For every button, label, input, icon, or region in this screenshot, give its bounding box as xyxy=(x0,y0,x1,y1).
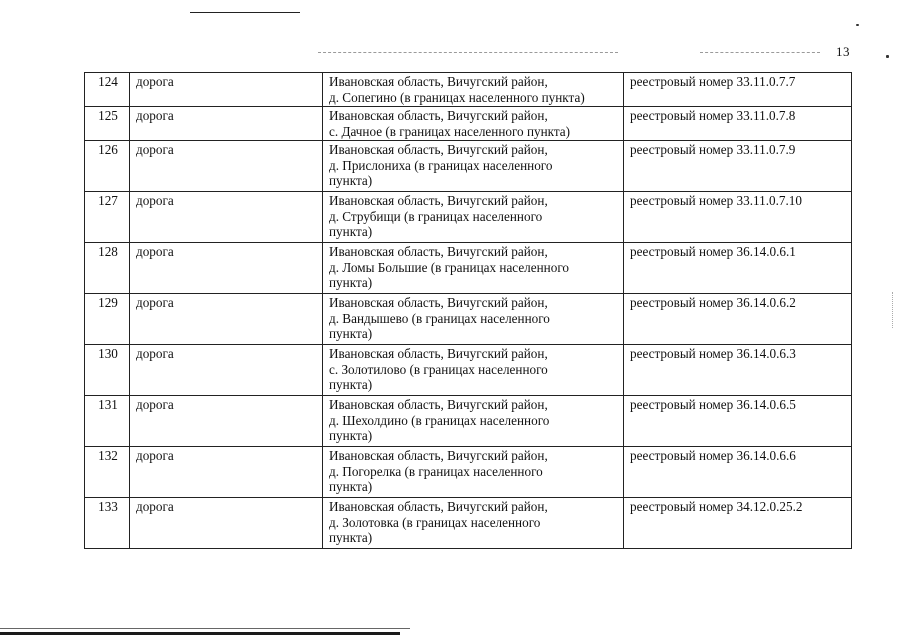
registry-number: реестровый номер 36.14.0.6.1 xyxy=(630,244,796,259)
registry-number-cell xyxy=(624,243,852,294)
address-line: д. Ломы Большие (в границах населенного xyxy=(329,259,569,275)
registry-table-body xyxy=(85,73,852,549)
row-number: 127 xyxy=(98,193,118,208)
row-number-cell xyxy=(85,345,130,396)
registry-number-cell xyxy=(624,141,852,192)
row-number-cell xyxy=(85,294,130,345)
row-number: 131 xyxy=(98,397,118,412)
registry-number: реестровый номер 33.11.0.7.7 xyxy=(630,74,796,89)
scan-dash-line xyxy=(700,52,820,54)
scan-top-line xyxy=(190,12,300,13)
object-type: дорога xyxy=(136,108,174,123)
table-row xyxy=(85,141,852,192)
address-line: д. Вандышево (в границах населенного xyxy=(329,310,550,326)
address-cell xyxy=(323,498,624,549)
table-row xyxy=(85,345,852,396)
row-number: 129 xyxy=(98,295,118,310)
object-type-cell xyxy=(130,294,323,345)
object-type-cell xyxy=(130,396,323,447)
table-row xyxy=(85,396,852,447)
address-cell xyxy=(323,345,624,396)
object-type: дорога xyxy=(136,295,174,310)
object-type-cell xyxy=(130,447,323,498)
row-number: 126 xyxy=(98,142,118,157)
object-type-cell xyxy=(130,192,323,243)
address-cell xyxy=(323,141,624,192)
registry-number-cell xyxy=(624,294,852,345)
registry-number: реестровый номер 36.14.0.6.6 xyxy=(630,448,796,463)
registry-number: реестровый номер 33.11.0.7.9 xyxy=(630,142,796,157)
address-cell xyxy=(323,447,624,498)
registry-number-cell xyxy=(624,192,852,243)
address-line: пункта) xyxy=(329,377,373,393)
object-type: дорога xyxy=(136,397,174,412)
address-cell xyxy=(323,73,624,107)
table-row xyxy=(85,107,852,141)
object-type-cell xyxy=(130,73,323,107)
row-number: 132 xyxy=(98,448,118,463)
table-row xyxy=(85,447,852,498)
registry-number: реестровый номер 36.14.0.6.5 xyxy=(630,397,796,412)
scan-dash-line xyxy=(318,52,618,54)
object-type: дорога xyxy=(136,346,174,361)
registry-number: реестровый номер 36.14.0.6.2 xyxy=(630,295,796,310)
scan-mark xyxy=(856,24,859,26)
row-number-cell xyxy=(85,447,130,498)
address-line: д. Сопегино (в границах населенного пункта) xyxy=(329,89,585,105)
address-line: с. Дачное (в границах населенного пункта) xyxy=(329,123,571,139)
object-type: дорога xyxy=(136,142,174,157)
scan-mark xyxy=(886,55,889,58)
address-line: Ивановская область, Вичугский район, xyxy=(329,295,548,310)
page-number: 13 xyxy=(836,44,850,59)
address-line: с. Золотилово (в границах населенного xyxy=(329,361,548,377)
table-row xyxy=(85,243,852,294)
object-type: дорога xyxy=(136,499,174,514)
address-line: пункта) xyxy=(329,479,373,495)
address-line: д. Погорелка (в границах населенного xyxy=(329,463,543,479)
address-line: д. Шехолдино (в границах населенного xyxy=(329,412,550,428)
scan-bottom-line xyxy=(0,632,400,635)
address-line: Ивановская область, Вичугский район, xyxy=(329,397,548,412)
registry-number: реестровый номер 33.11.0.7.10 xyxy=(630,193,802,208)
address-line: Ивановская область, Вичугский район, xyxy=(329,448,548,463)
address-line: Ивановская область, Вичугский район, xyxy=(329,193,548,208)
registry-number-cell xyxy=(624,396,852,447)
address-line: пункта) xyxy=(329,224,373,240)
row-number: 130 xyxy=(98,346,118,361)
address-line: Ивановская область, Вичугский район, xyxy=(329,346,548,361)
registry-number-cell xyxy=(624,498,852,549)
address-line: пункта) xyxy=(329,326,373,342)
address-cell xyxy=(323,294,624,345)
object-type-cell xyxy=(130,243,323,294)
object-type-cell xyxy=(130,141,323,192)
registry-number-cell xyxy=(624,107,852,141)
row-number-cell xyxy=(85,192,130,243)
address-line: Ивановская область, Вичугский район, xyxy=(329,74,548,89)
row-number: 133 xyxy=(98,499,118,514)
row-number-cell xyxy=(85,107,130,141)
registry-number-cell xyxy=(624,73,852,107)
row-number-cell xyxy=(85,141,130,192)
row-number-cell xyxy=(85,396,130,447)
scan-bottom-line-thin xyxy=(0,628,410,629)
row-number: 124 xyxy=(98,74,118,89)
registry-number: реестровый номер 33.11.0.7.8 xyxy=(630,108,796,123)
address-line: д. Струбищи (в границах населенного xyxy=(329,208,543,224)
registry-number: реестровый номер 34.12.0.25.2 xyxy=(630,499,803,514)
row-number-cell xyxy=(85,243,130,294)
address-line: пункта) xyxy=(329,173,373,189)
row-number-cell xyxy=(85,73,130,107)
row-number: 125 xyxy=(98,108,118,123)
row-number: 128 xyxy=(98,244,118,259)
address-line: пункта) xyxy=(329,275,373,291)
address-line: пункта) xyxy=(329,530,373,546)
address-line: пункта) xyxy=(329,428,373,444)
object-type: дорога xyxy=(136,244,174,259)
object-type-cell xyxy=(130,107,323,141)
address-line: Ивановская область, Вичугский район, xyxy=(329,499,548,514)
object-type: дорога xyxy=(136,448,174,463)
object-type-cell xyxy=(130,345,323,396)
scan-side-mark xyxy=(892,292,899,328)
address-cell xyxy=(323,243,624,294)
object-type-cell xyxy=(130,498,323,549)
address-line: Ивановская область, Вичугский район, xyxy=(329,108,548,123)
registry-number-cell xyxy=(624,345,852,396)
address-line: д. Золотовка (в границах населенного xyxy=(329,514,541,530)
address-line: Ивановская область, Вичугский район, xyxy=(329,142,548,157)
registry-number: реестровый номер 36.14.0.6.3 xyxy=(630,346,796,361)
registry-number-cell xyxy=(624,447,852,498)
address-line: Ивановская область, Вичугский район, xyxy=(329,244,548,259)
table-row xyxy=(85,192,852,243)
table-row xyxy=(85,294,852,345)
address-cell xyxy=(323,107,624,141)
object-type: дорога xyxy=(136,74,174,89)
row-number-cell xyxy=(85,498,130,549)
object-type: дорога xyxy=(136,193,174,208)
address-cell xyxy=(323,396,624,447)
address-line: д. Прислониха (в границах населенного xyxy=(329,157,553,173)
table-row xyxy=(85,73,852,107)
table-row xyxy=(85,498,852,549)
address-cell xyxy=(323,192,624,243)
registry-table xyxy=(84,72,852,549)
